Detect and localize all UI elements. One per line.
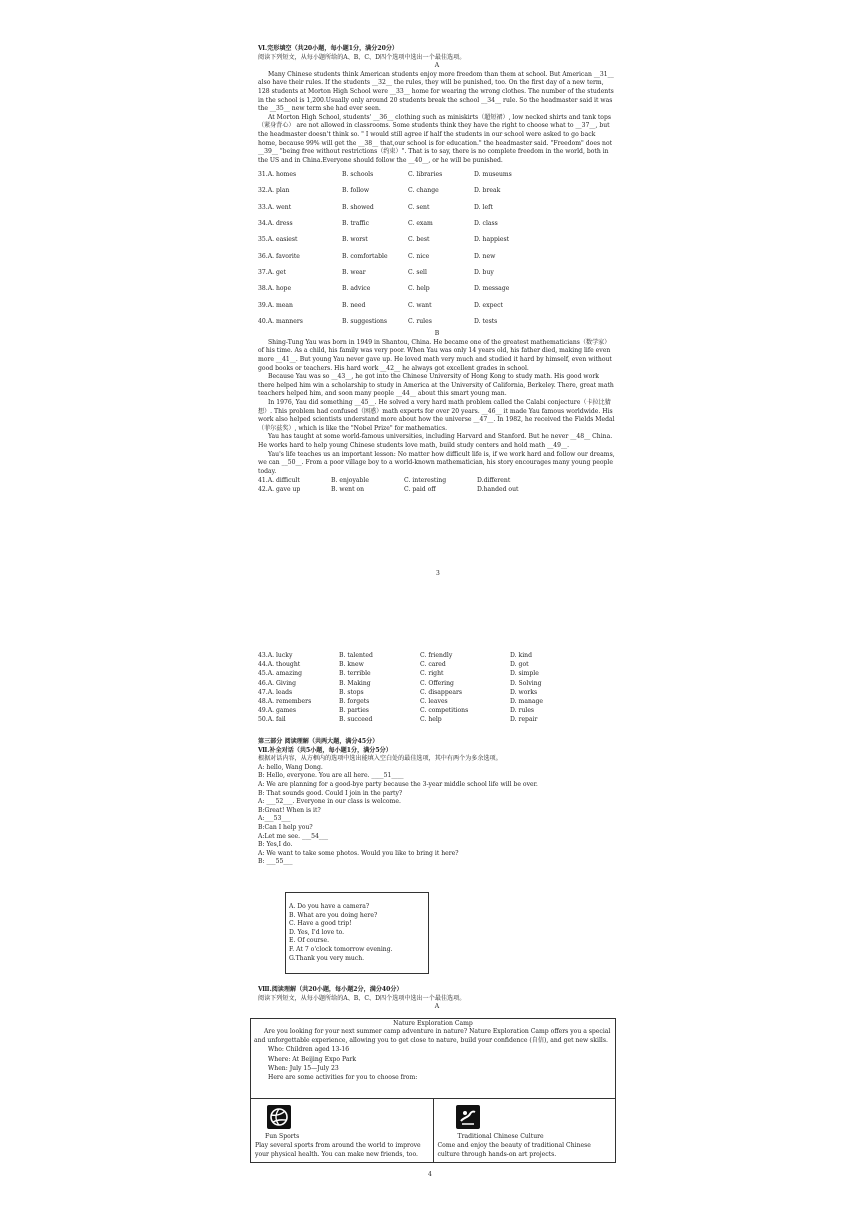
passage-paragraph: In 1976, Yau did something __45__. He solved a very hard math problem called the Calabi conjecture（卡拉比猜想）. This problem had confused（困惑）math experts for over 20 years. __46__ it made Yau famous worldwide. His work also helped scientists understand more about how the universe __47__. In 1982, he received the Fields Medal（菲尔兹奖）, which is like the "Nobel Prize" for mathematics. [258,399,615,432]
section-title: Ⅷ.阅读理解（共20小题，每小题2分，满分40分） [258,986,403,993]
option-row: 45.A. amazing B. terrible C. right D. simple [258,670,539,678]
activity-name: Traditional Chinese Culture [457,1133,544,1140]
choice-item: E. Of course. [289,937,330,945]
activity-fun-sports [251,1099,433,1163]
activities-grid [251,1098,615,1163]
dialogue-line: B: Hello, everyone. You are all here. ____51____ [258,772,404,780]
page-number: 3 [436,570,440,577]
choice-item: C. Have a good trip! [289,920,352,928]
section-instruction: 阅读下列短文，从每小题所给的A、B、C、D四个选项中选出一个最佳选项。 [258,994,466,1002]
options-43-50 [258,652,616,725]
camp-where: Where: At Beijing Expo Park [268,1055,357,1063]
section-title: Ⅵ.完形填空（共20小题，每小题1分，满分20分） [258,45,399,52]
passage-paragraph: Yau has taught at some world-famous universities, including Harvard and Stanford. But he never __48__ China. He works hard to help young Chinese students love math, build study centers and hold math __49__. [258,433,613,449]
option-row: 32.A. plan B. follow C. change D. break [258,187,501,195]
option-row: 38.A. hope B. advice C. help D. message [258,285,510,293]
option-row: 44.A. thought B. knew C. cared D. got [258,661,529,669]
camp-ad-box [250,1018,616,1163]
dialogue-line: A: We are planning for a good-bye party because the 3-year middle school life will be over. [258,780,538,788]
option-row: 40.A. manners B. suggestions C. rules D. tests [258,317,498,325]
dialogue-line: A: ___52___. Everyone in our class is welcome. [258,798,401,806]
page-number: 4 [428,1171,432,1178]
dialogue-line: A:Let me see. ___54___ [258,832,329,840]
option-row: 41.A. difficult B. enjoyable C. interesting D.different [258,476,511,484]
part-label: A [434,62,440,70]
options-list [258,476,616,494]
dialogue-line: B: Yes,I do. [258,841,293,849]
dialogue-line: B: That sounds good. Could I join in the party? [258,789,403,797]
camp-when: When: July 15—July 23 [268,1064,339,1072]
activity-desc: Play several sports from around the world to improve your physical health. You can make new friends, too. [255,1142,421,1158]
choice-item: B. What are you doing here? [289,911,378,919]
dialogue-section [258,738,616,867]
option-row: 46.A. Giving B. Making C. Offering D. Solving [258,679,542,687]
camp-body [251,1027,615,1082]
dialogue-line: B: ___55___ [258,858,293,866]
activity-name: Fun Sports [265,1133,300,1140]
camp-activities-intro: Here are some activities for you to choose from: [268,1074,418,1082]
option-row: 31.A. homes B. schools C. libraries D. museums [258,171,512,179]
choice-item: F. At 7 o'clock tomorrow evening. [289,945,393,953]
dialogue-line: A: hello, Wang Dong. [258,763,323,771]
section-instruction: 阅读下列短文，从每小题所给的A、B、C、D四个选项中选出一个最佳选项。 [258,53,466,61]
dialogue-line: B:Great! When is it? [258,806,321,814]
section-title: Ⅶ.补全对话（共5小题，每小题1分，满分5分） [258,746,392,754]
volleyball-icon [267,1105,291,1129]
passage-paragraph: Yau's life teaches us an important lesson: No matter how difficult life is, if we work hard and follow our dreams, we can __50__. From a poor village boy to a world-known mathematician, his story encourages many young people today. [258,450,615,475]
option-row: 49.A. games B. parties C. competitions D. rules [258,706,535,714]
choice-item: A. Do you have a camera? [289,903,370,910]
part-label: A [434,1003,440,1011]
option-row: 47.A. leads B. stops C. disappears D. works [258,688,538,696]
option-row: 34.A. dress B. traffic C. exam D. class [258,220,498,228]
passage-paragraph: Because Yau was so __43__, he got into the Chinese University of Hong Kong to study math. His good work there helped him win a scholarship to study in America at the University of California, Berkeley. There, great math teachers helped him, and soon many people __44__ about this smart young man. [258,373,614,398]
section-instruction: 根据对话内容，从方框内的选项中选出能填入空白处的最佳选项，其中有两个为多余选项。 [258,755,502,763]
passage-paragraph: At Morton High School, students' __36__ clothing such as miniskirts（超短裙）, low necked shirts and tank tops（紧身背心） are not allowed in classrooms. Some students think they have the right to choose what to __37__, but the headmaster doesn't think so. " I would still agree if half the students in our school were asked to go back home, because 99% will get the __38__ that,our school is for education." the headmaster said. "Freedom" does not __39__ "being free without restrictions（约束）". That is to say, there is no complete freedom in the world, both in the US and in China.Everyone should follow the __40__, or he will be punished. [258,113,613,164]
passage-paragraph: Many Chinese students think American students enjoy more freedom than them at school. But American __31__ also have their rules. If the students __32__ the rules, they will be punished, too. On the first day of a new term, 128 students at Morton High School were __33__ home for wearing the wrong clothes. The number of the students in the school is 1,200.Usually only around 20 students break the school __34__ rule. So the headmaster said it was the __35__ new term she had ever seen. [258,70,614,113]
camp-title: Nature Exploration Camp [393,1020,473,1027]
cloze-section [258,45,616,495]
dialogue-line: A:___53___ [258,815,291,823]
option-row: 35.A. easiest B. worst C. best D. happiest [258,236,510,244]
option-row: 42.A. gave up B. went on C. paid off D.handed out [258,485,519,493]
option-row: 43.A. lucky B. talented C. friendly D. kind [258,652,533,660]
reading-section-header [258,986,616,1012]
options-list [258,167,616,330]
option-row: 50.A. fail B. succeed C. help D. repair [258,715,538,723]
camp-who: Who: Children aged 13-16 [268,1046,350,1054]
choices-box [285,892,429,974]
option-row: 33.A. went B. showed C. sent D. left [258,203,493,211]
option-row: 48.A. remembers B. forgets C. leaves D. manage [258,697,544,705]
page-3 [0,0,867,585]
choice-item: G.Thank you very much. [289,954,365,962]
activity-chinese-culture [433,1099,616,1163]
dialogue-line: A: We want to take some photos. Would you like to bring it here? [258,849,459,857]
choice-item: D. Yes, I'd love to. [289,928,345,936]
passage-paragraph: Shing-Tung Yau was born in 1949 in Shantou, China. He became one of the greatest mathematicians（数学家）of his time. As a child, his family was very poor. When Yau was only 14 years old, his father died, making life even more __41__. But young Yau never gave up. He loved math very much and studied it hard by himself, even without good books or teachers. His hard work __42__ he always got excellent grades in school. [258,338,612,372]
activity-desc: Come and enjoy the beauty of traditional Chinese culture through hands-on art projects. [437,1142,591,1158]
option-row: 36.A. favorite B. comfortable C. nice D. new [258,252,496,260]
part-title: 第三部分 阅读理解（共两大题，满分45分） [258,738,379,745]
option-row: 37.A. get B. wear C. sell D. buy [258,268,494,276]
option-row: 39.A. mean B. need C. want D. expect [258,301,503,309]
dialogue-line: B:Can I help you? [258,823,313,831]
camp-intro: Are you looking for your next summer camp adventure in nature? Nature Exploration Camp offers you a special and unforgettable experience, allowing you to get close to nature, build your confidence (自信), and get new skills. [254,1028,611,1045]
part-label: B [434,330,440,338]
painting-icon [456,1105,480,1129]
